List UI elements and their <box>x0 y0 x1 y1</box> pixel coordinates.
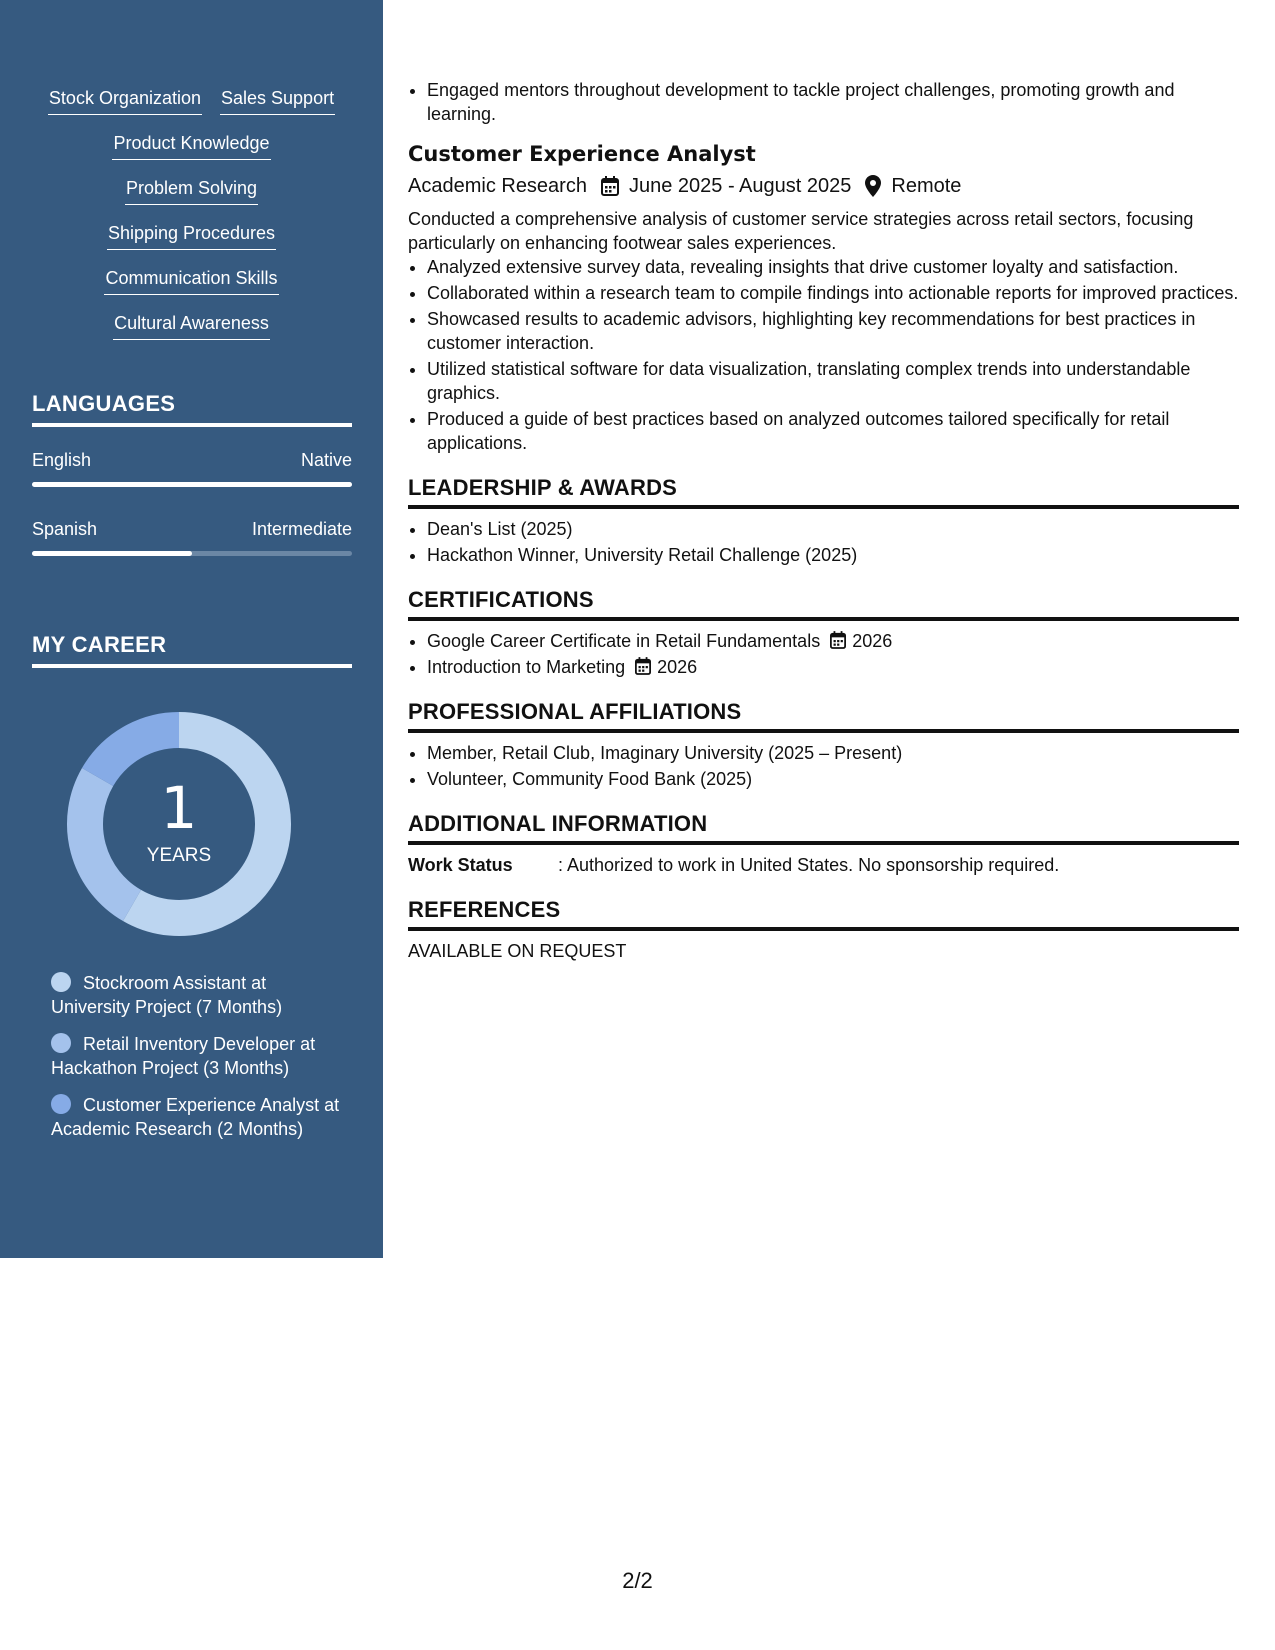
language-level: Native <box>300 450 352 470</box>
career-donut-slice <box>132 730 273 918</box>
job-description: Conducted a comprehensive analysis of customer service strategies across retail sectors, focusing particularly on enhancing footwear sales experiences. <box>408 209 1194 253</box>
career-item-text: Stockroom Assistant at University Project (7 Months) <box>51 973 283 1017</box>
job-location: Remote <box>891 175 962 197</box>
bullet-item: • Collaborated within a research team to compile findings into actionable reports for improved practices. <box>427 281 1239 305</box>
skills-list <box>0 84 383 354</box>
career-dot-icon <box>51 1033 71 1053</box>
bullet-item: • Engaged mentors throughout development to tackle project challenges, promoting growth and learning. <box>427 78 1239 126</box>
language-proficiency-bar <box>32 482 352 487</box>
career-heading: MY CAREER <box>32 632 352 668</box>
skill-row <box>0 309 383 354</box>
leadership-list <box>408 517 1239 567</box>
skill-tag: Cultural Awareness <box>113 309 270 340</box>
bullet-item: • Showcased results to academic advisors, highlighting key recommendations for best practices in customer interaction. <box>427 307 1239 355</box>
career-item <box>51 1032 341 1080</box>
career-donut-slice <box>98 730 179 777</box>
references-text: AVAILABLE ON REQUEST <box>408 941 627 961</box>
skill-tag: Sales Support <box>220 84 335 115</box>
language-english <box>32 448 352 487</box>
skill-tag: Product Knowledge <box>112 129 270 160</box>
career-list <box>51 971 341 1154</box>
job-bullets <box>408 255 1239 455</box>
additional-info-heading: ADDITIONAL INFORMATION <box>408 809 1239 845</box>
affiliation-item: • Member, Retail Club, Imaginary University (2025 – Present) <box>427 741 1239 765</box>
work-status-value: : Authorized to work in United States. No sponsorship required. <box>558 855 1060 875</box>
certifications-list <box>408 629 1239 679</box>
certification-name: Google Career Certificate in Retail Fundamentals <box>427 631 821 651</box>
language-proficiency-fill <box>32 482 352 487</box>
career-item <box>51 1093 341 1141</box>
calendar-icon <box>601 176 619 196</box>
certification-year: 2026 <box>852 631 893 651</box>
affiliation-item: • Volunteer, Community Food Bank (2025) <box>427 767 1239 791</box>
award-item: • Dean's List (2025) <box>427 517 1239 541</box>
career-total-number: 1 <box>160 774 198 842</box>
certification-item <box>427 629 1239 653</box>
location-pin-icon <box>865 175 881 197</box>
job-dates: June 2025 - August 2025 <box>628 175 852 197</box>
career-item <box>51 971 341 1019</box>
career-item-text: Customer Experience Analyst at Academic Research (2 Months) <box>51 1095 340 1139</box>
skill-row <box>0 219 383 264</box>
job-title: Customer Experience Analyst <box>408 142 756 166</box>
page-number: 2/2 <box>622 1568 653 1593</box>
skill-row <box>0 129 383 174</box>
career-dot-icon <box>51 1094 71 1114</box>
career-donut-chart <box>66 711 292 937</box>
bullet-item: • Utilized statistical software for data visualization, translating complex trends into understandable graphics. <box>427 357 1239 405</box>
job-company: Academic Research <box>408 175 587 197</box>
leadership-heading: LEADERSHIP & AWARDS <box>408 473 1239 509</box>
language-name: English <box>32 450 92 470</box>
work-status-row <box>408 853 1239 877</box>
references-heading: REFERENCES <box>408 895 1239 931</box>
bullet-item: • Produced a guide of best practices based on analyzed outcomes tailored specifically for retail applications. <box>427 407 1239 455</box>
certification-year: 2026 <box>657 657 698 677</box>
bullet-item: • Analyzed extensive survey data, revealing insights that drive customer loyalty and satisfaction. <box>427 255 1239 279</box>
career-dot-icon <box>51 972 71 992</box>
career-donut-slice <box>85 777 132 905</box>
main-content <box>408 78 1239 963</box>
language-name: Spanish <box>32 519 98 539</box>
language-spanish <box>32 517 352 556</box>
career-item-text: Retail Inventory Developer at Hackathon Project (3 Months) <box>51 1034 316 1078</box>
skill-row <box>0 264 383 309</box>
language-proficiency-bar <box>32 551 352 556</box>
skill-tag: Problem Solving <box>125 174 258 205</box>
previous-job-bullets <box>408 78 1239 126</box>
sidebar <box>0 0 383 1258</box>
language-level: Intermediate <box>251 519 352 539</box>
job-meta <box>408 171 1239 201</box>
skill-row <box>0 174 383 219</box>
languages-heading: LANGUAGES <box>32 391 352 427</box>
certifications-heading: CERTIFICATIONS <box>408 585 1239 621</box>
affiliations-list <box>408 741 1239 791</box>
certification-item <box>427 655 1239 679</box>
skill-tag: Shipping Procedures <box>107 219 276 250</box>
skill-row <box>0 84 383 129</box>
work-status-label: Work Status <box>408 855 513 875</box>
affiliations-heading: PROFESSIONAL AFFILIATIONS <box>408 697 1239 733</box>
certification-name: Introduction to Marketing <box>427 657 626 677</box>
calendar-icon <box>830 631 846 649</box>
language-proficiency-fill <box>32 551 192 556</box>
award-item: • Hackathon Winner, University Retail Challenge (2025) <box>427 543 1239 567</box>
skill-tag: Stock Organization <box>48 84 202 115</box>
career-total-unit: YEARS <box>146 845 212 866</box>
skill-tag: Communication Skills <box>104 264 278 295</box>
calendar-icon <box>635 657 651 675</box>
